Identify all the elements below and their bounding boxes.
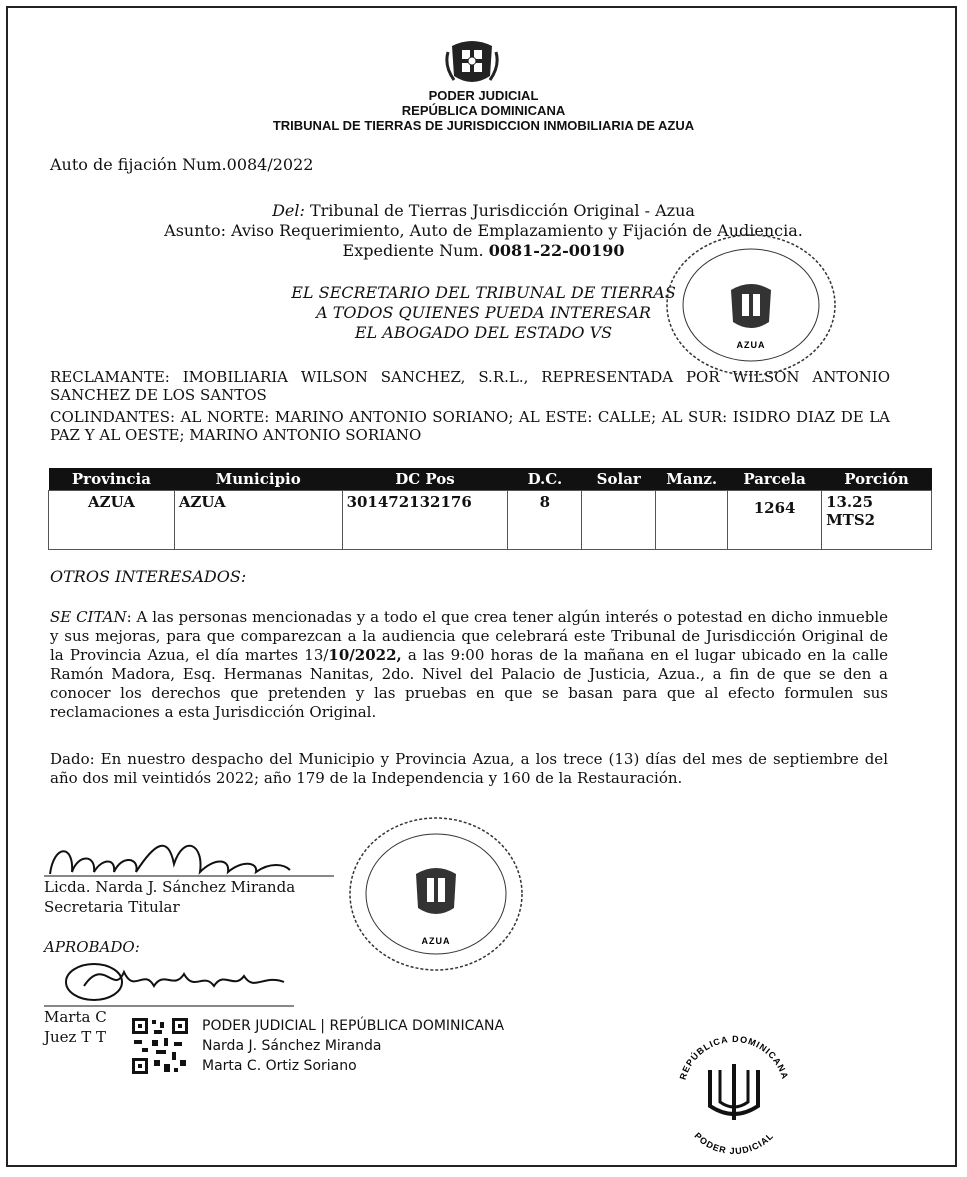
auto-number: Auto de fijación Num.0084/2022 (50, 155, 314, 174)
document-page (6, 6, 957, 1167)
cell-porcion: 13.25 MTS2 (822, 491, 932, 550)
logo-top-text: REPÚBLICA DOMINICANA (677, 1033, 791, 1081)
addressee-3: EL ABOGADO DEL ESTADO VS (354, 323, 613, 342)
col-parcela: Parcela (728, 468, 822, 491)
poder-judicial-logo-icon (662, 1020, 806, 1164)
secretary-name: Licda. Narda J. Sánchez Miranda (44, 878, 296, 896)
se-citan-label: SE CITAN (50, 608, 127, 626)
table-header-row (49, 468, 932, 491)
judge-signature-icon (44, 946, 304, 1008)
colindantes: COLINDANTES: AL NORTE: MARINO ANTONIO SORIANO; AL ESTE: CALLE; AL SUR: ISIDRO DIAZ DE LA PAZ Y AL OESTE; MARINO ANTONIO SORIANO (50, 408, 890, 444)
cell-provincia: AZUA (49, 491, 175, 550)
col-dc: D.C. (508, 468, 582, 491)
col-porcion: Porción (822, 468, 932, 491)
del-label: Del: (272, 201, 305, 220)
addressee-2: A TODOS QUIENES PUEDA INTERESAR (316, 303, 651, 322)
col-municipio: Municipio (174, 468, 342, 491)
asunto-line: Asunto: Aviso Requerimiento, Auto de Emplazamiento y Fijación de Audiencia. (164, 221, 803, 240)
reclamante: RECLAMANTE: IMOBILIARIA WILSON SANCHEZ, S.R.L., REPRESENTADA POR WILSON ANTONIO SANCHEZ DE LOS SANTOS (50, 368, 890, 404)
col-dc-pos: DC Pos (342, 468, 508, 491)
svg-text:PODER JUDICIAL (692, 1131, 775, 1157)
svg-text:AZUA: AZUA (736, 340, 766, 350)
addressee-1: EL SECRETARIO DEL TRIBUNAL DE TIERRAS (291, 283, 676, 302)
cell-solar (582, 491, 656, 550)
se-citan-date: 10/2022, (328, 646, 402, 664)
cell-municipio: AZUA (174, 491, 342, 550)
qr-code-icon[interactable] (130, 1016, 190, 1076)
col-provincia: Provincia (49, 468, 175, 491)
cell-parcela: 1264 (728, 491, 822, 550)
col-solar: Solar (582, 468, 656, 491)
aprobado-label: APROBADO: (44, 938, 140, 956)
cell-dc-pos: 301472132176 (342, 491, 508, 550)
coat-of-arms-icon (444, 36, 500, 88)
tribunal-seal-icon (662, 230, 840, 380)
dado-paragraph: Dado: En nuestro despacho del Municipio y Provincia Azua, a los trece (13) días del mes de septiembre del año dos mil veintidós 2022; año 179 de la Independencia y 160 de la Restauración. (50, 750, 888, 787)
table-row (49, 491, 932, 550)
se-citan-paragraph (50, 608, 888, 722)
del-value: Tribunal de Tierras Jurisdicción Original - Azua (304, 201, 695, 220)
secretary-signature-icon (44, 824, 334, 884)
tribunal-seal-icon-2 (344, 812, 528, 976)
cell-dc: 8 (508, 491, 582, 550)
svg-text:AZUA: AZUA (421, 936, 451, 946)
header-poder-judicial: PODER JUDICIAL (428, 88, 539, 103)
logo-bottom-text: PODER JUDICIAL (692, 1130, 776, 1157)
secretary-title: Secretaria Titular (44, 898, 180, 916)
col-manz: Manz. (656, 468, 728, 491)
se-citan-text-2: a las 9:00 horas de la mañana en el lugar ubicado en la calle Ramón Madora, Esq. Hermanas Nanitas, 2do. Nivel del Palacio de Justicia, Azua., a fin de que se den a conocer los derechos que pretenden y las pruebas en que se basan para que al efecto formulen sus reclamaciones a esta Jurisdicción Original. (50, 646, 888, 721)
expediente-label: Expediente Num. (342, 241, 489, 260)
qr-line-1: PODER JUDICIAL | REPÚBLICA DOMINICANA (202, 1018, 505, 1034)
judge-name: Marta C (44, 1008, 107, 1026)
qr-line-3: Marta C. Ortiz Soriano (202, 1058, 357, 1074)
se-citan-text: : A las personas mencionadas y a todo el que crea tener algún interés o potestad en dicho inmueble y sus mejoras, para que comparezcan a la audiencia que celebrará este Tribunal de Jurisdicción Original de la Provincia Azua, el día martes 13/ (50, 608, 888, 664)
judge-title: Juez T T (44, 1028, 106, 1046)
property-table (48, 468, 932, 550)
header-republica: REPÚBLICA DOMINICANA (401, 103, 566, 118)
expediente-value: 0081-22-00190 (488, 241, 625, 260)
del-line (8, 202, 957, 220)
cell-manz (656, 491, 728, 550)
qr-line-2: Narda J. Sánchez Miranda (202, 1038, 382, 1054)
otros-interesados: OTROS INTERESADOS: (50, 567, 247, 586)
header-tribunal: TRIBUNAL DE TIERRAS DE JURISDICCION INMOBILIARIA DE AZUA (272, 118, 695, 133)
